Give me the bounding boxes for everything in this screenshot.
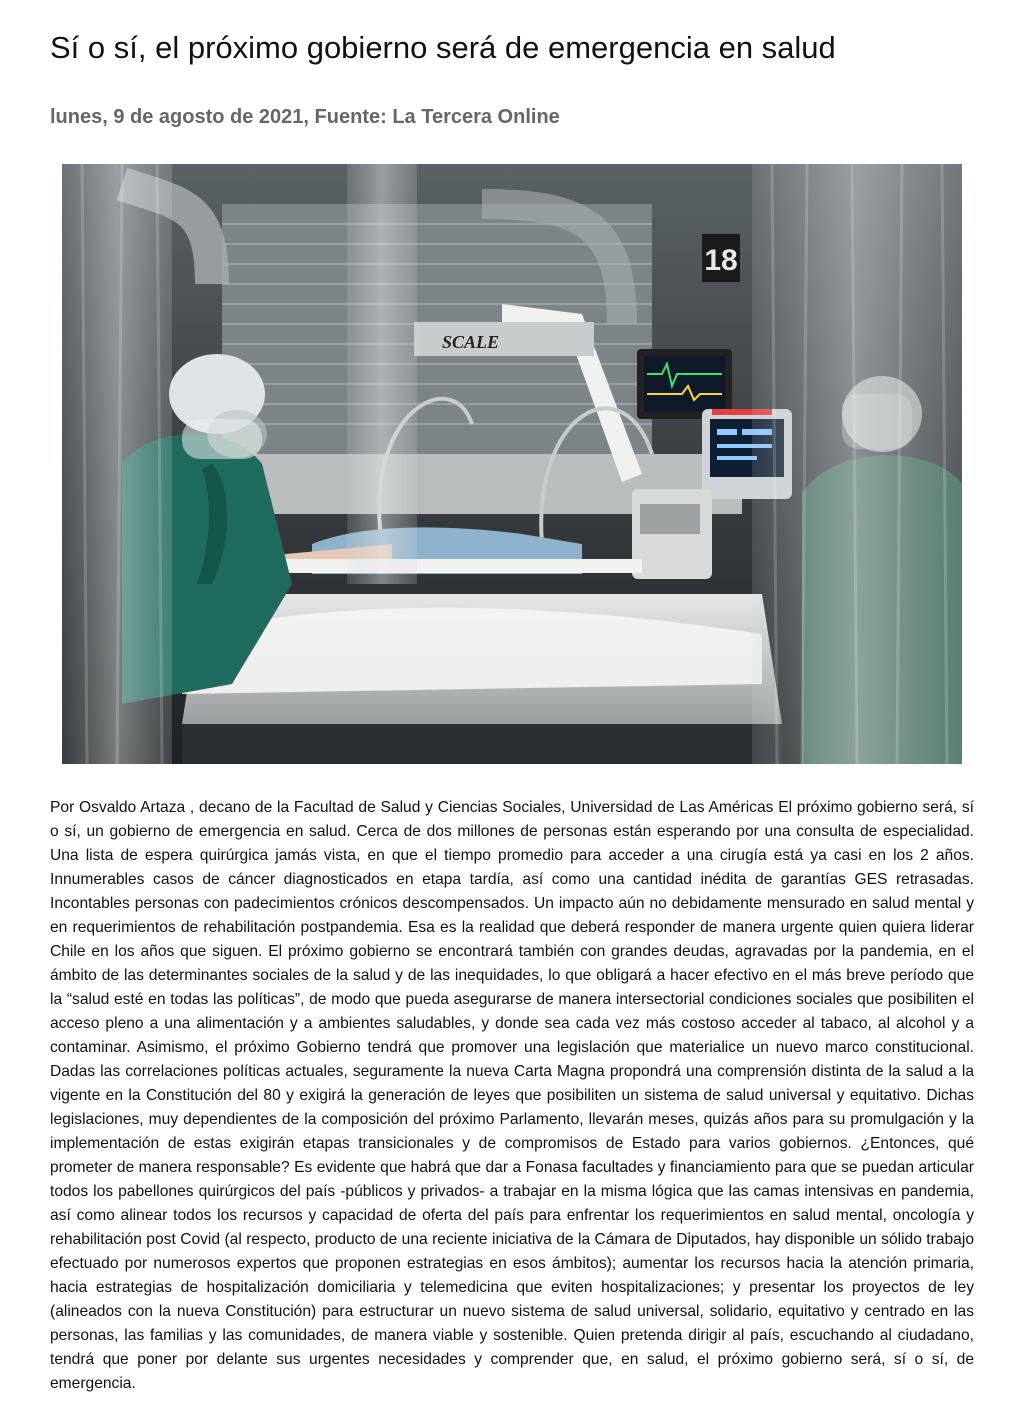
article-meta: lunes, 9 de agosto de 2021, Fuente: La Tercera Online xyxy=(50,106,560,128)
article-title: Sí o sí, el próximo gobierno será de emergencia en salud xyxy=(50,30,836,65)
article-body: Por Osvaldo Artaza , decano de la Facultad de Salud y Ciencias Sociales, Universidad de Las Américas El próximo gobierno será, sí o sí, un gobierno de emergencia en salud. Cerca de dos millones de personas están esperando por una consulta de especialidad. Una lista de espera quirúrgica jamás vista, en que el tiempo promedio para acceder a una cirugía está ya casi en los 2 años. Innumerables casos de cáncer diagnosticados en etapa tardía, así como una cantidad inédita de garantías GES retrasadas. Incontables personas con padecimientos crónicos descompensados. Un impacto aún no debidamente mensurado en salud mental y en requerimientos de rehabilitación postpandemia. Esa es la realidad que deberá responder de manera urgente quien quiera liderar Chile en los años que siguen. El próximo gobierno se encontrará también con grandes deudas, agravadas por la pandemia, en el ámbito de las determinantes sociales de la salud y de las inequidades, lo que obligará a hacer efectivo en el más breve período que la “salud esté en todas las políticas”, de modo que pueda asegurarse de manera intersectorial condiciones sociales que posibiliten el acceso pleno a una alimentación y a ambientes saludables, y donde sea cada vez más costoso acceder al tabaco, al alcohol y a contaminar. Asimismo, el próximo Gobierno tendrá que promover una legislación que materialice un nuevo marco constitucional. Dadas las correlaciones políticas actuales, seguramente la nueva Carta Magna propondrá una comprensión distinta de la salud a la vigente en la Constitución del 80 y exigirá la generación de leyes que posibiliten un sistema de salud universal y equitativo. Dichas legislaciones, muy dependientes de la composición del próximo Parlamento, llevarán meses, quizás años para su promulgación y la implementación de estas exigirán etapas transicionales y de compromisos de Estado para varios gobiernos. ¿Entonces, qué prometer de manera responsable? Es evidente que habrá que dar a Fonasa facultades y financiamiento para que se puedan articular todos los pabellones quirúrgicos del país -públicos y privados- a trabajar en la misma lógica que las camas intensivas en pandemia, así como alinear todos los recursos y capacidad de oferta del país para enfrentar los requerimientos en salud mental, oncología y rehabilitación post Covid (al respecto, producto de una reciente iniciativa de la Cámara de Diputados, hay disponible un sólido trabajo efectuado por numerosos expertos que proponen estrategias en esos ámbitos); aumentar los recursos hacia la atención primaria, hacia estrategias de hospitalización domiciliaria y telemedicina que eviten hospitalizaciones; y presentar los proyectos de ley (alineados con la nueva Constitución) para estructurar un nuevo sistema de salud universal, solidario, equitativo y centrado en las personas, las familias y las comunidades, de manera viable y sostenible. Quien pretenda dirigir al país, escuchando al ciudadano, tendrá que poner por delante sus urgentes necesidades y comprender que, en salud, el próximo gobierno será, sí o sí, de emergencia. xyxy=(50,799,974,1392)
equipment-label: SCALE xyxy=(442,332,500,352)
bed-number: 18 xyxy=(704,244,738,277)
article-photo xyxy=(62,164,962,764)
hospital-icu-photo-icon xyxy=(62,164,962,764)
